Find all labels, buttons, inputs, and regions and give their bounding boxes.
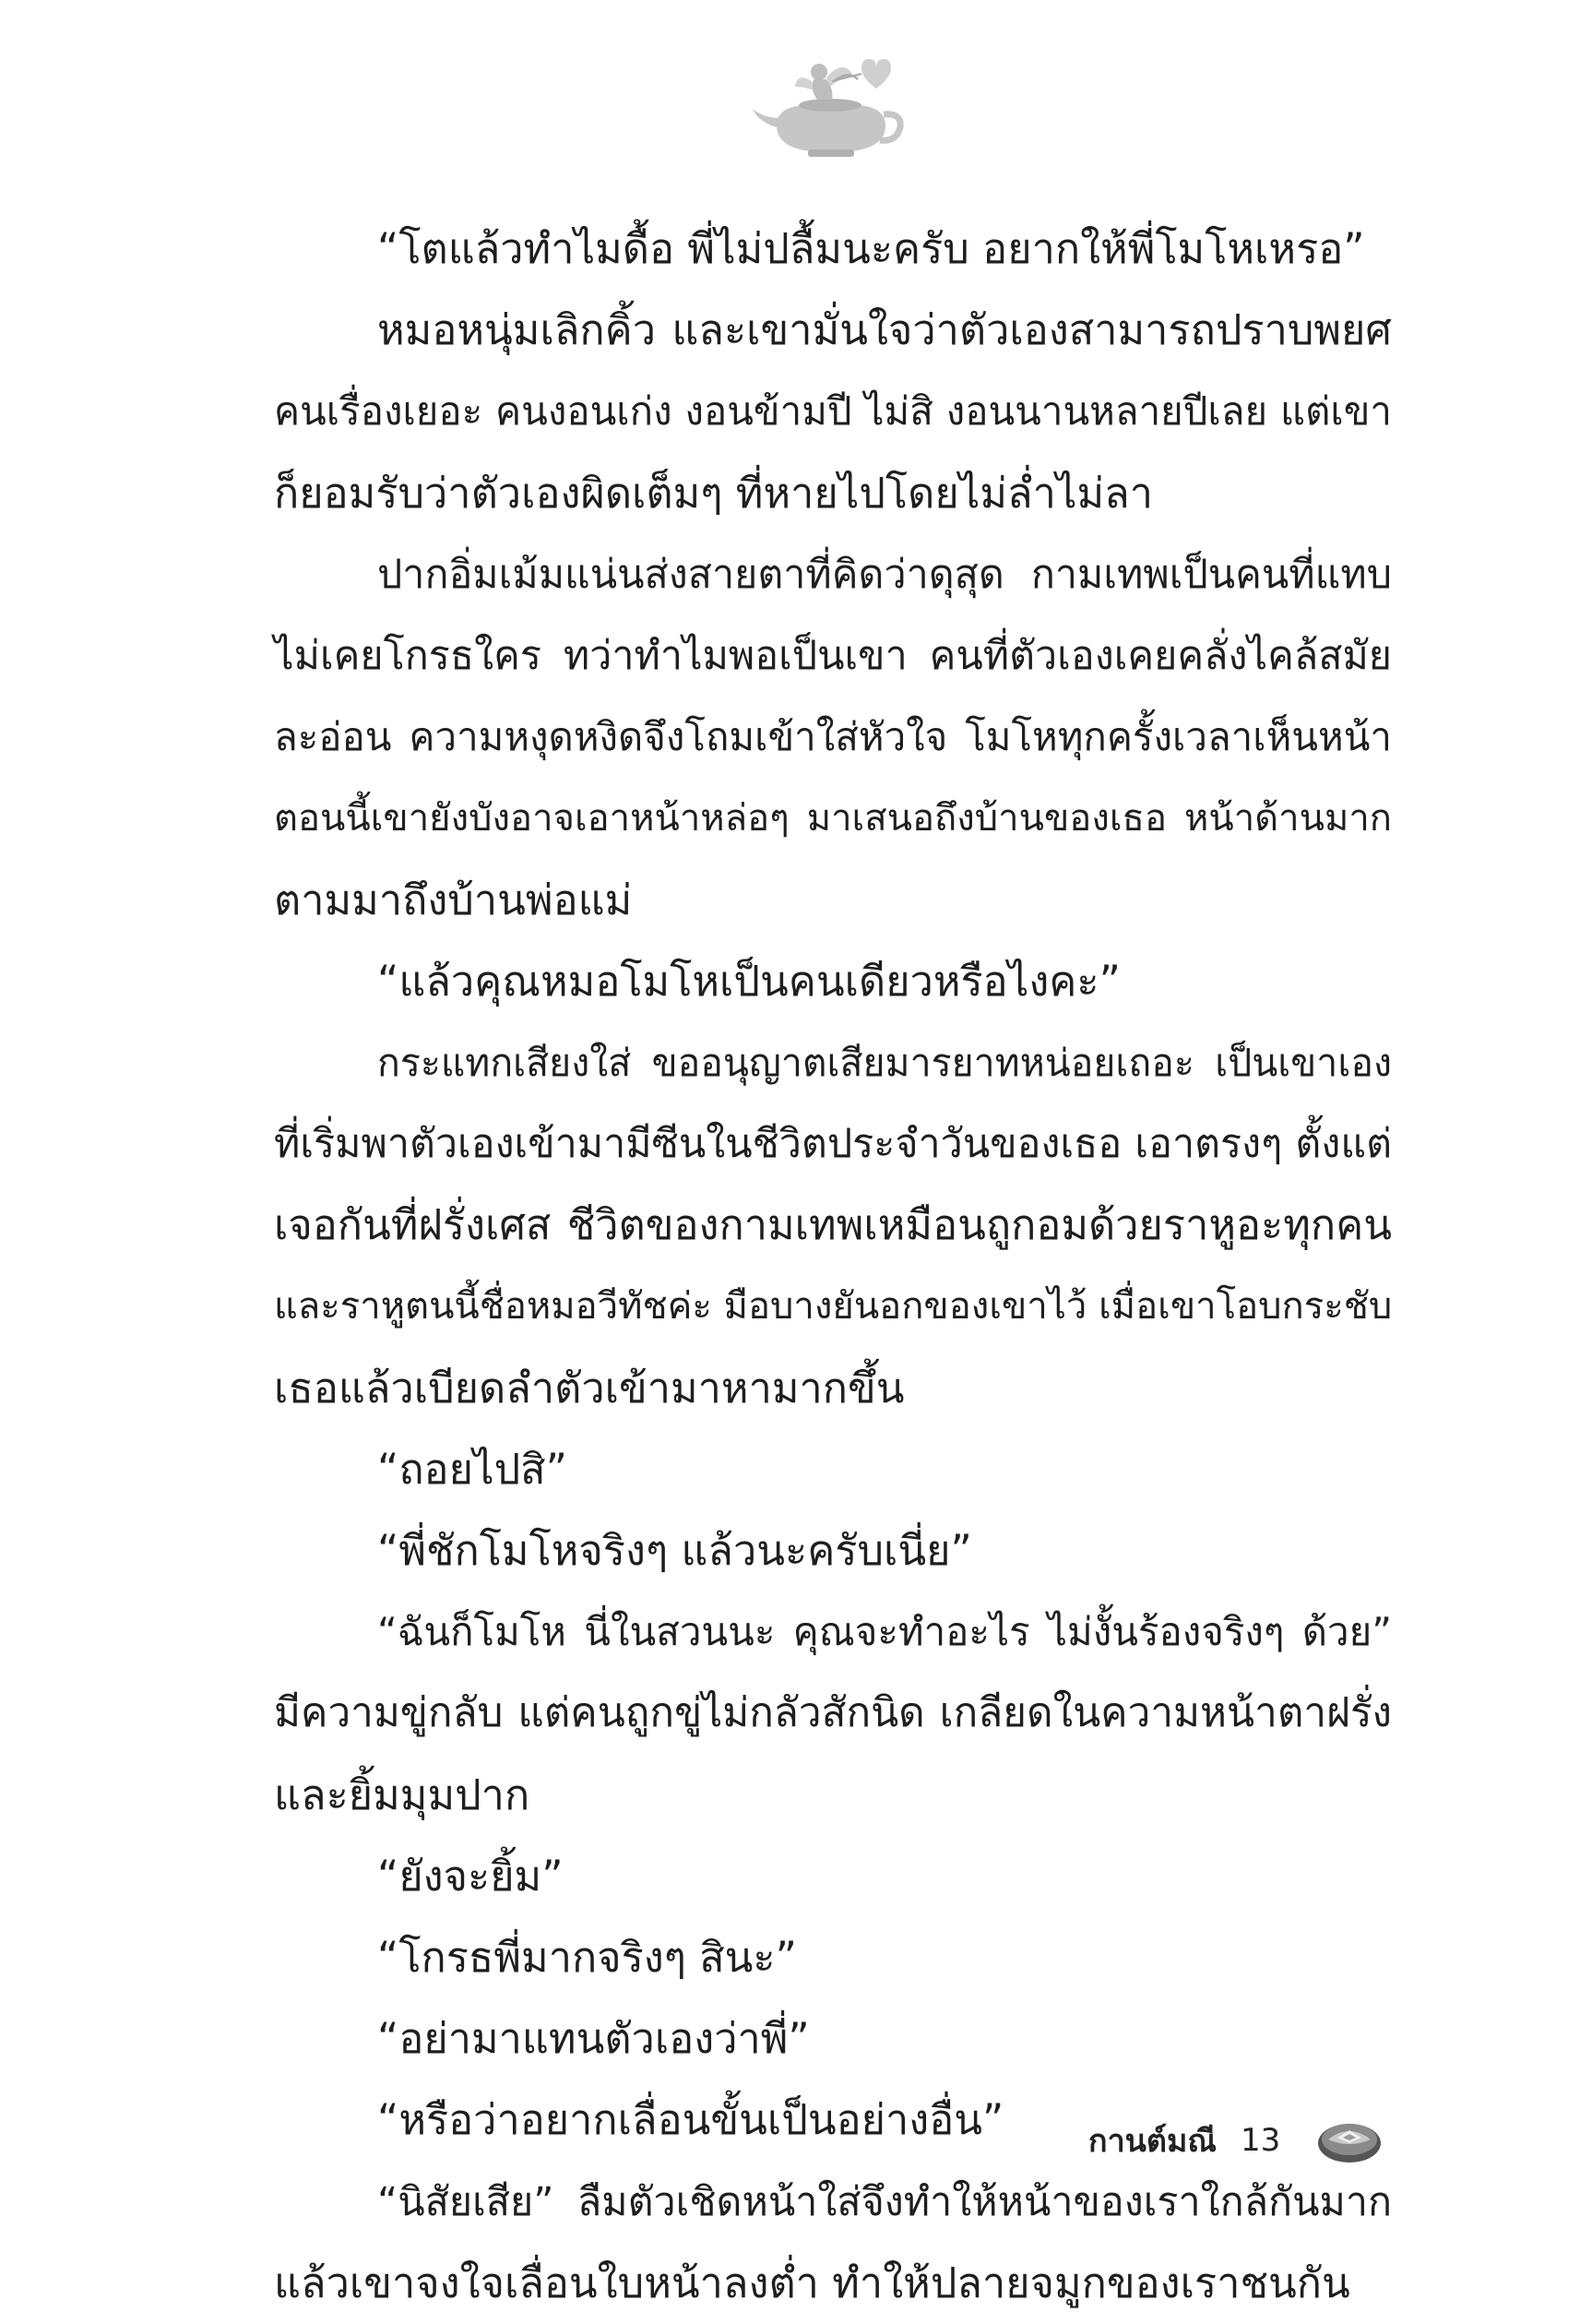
text-line: คนเรื่องเยอะ คนงอนเก่ง งอนข้ามปี ไม่สิ งอนนานหลายปีเลย แต่เขา — [274, 388, 1392, 435]
text-line: “หรือว่าอยากเลื่อนขั้นเป็นอย่างอื่น” — [377, 2095, 1004, 2145]
text-line: “ฉันก็โมโห นี่ในสวนนะ คุณจะทำอะไร ไม่งั้นร้องจริงๆ ด้วย” — [377, 1609, 1392, 1655]
text-line: ก็ยอมรับว่าตัวเองผิดเต็มๆ ที่หายไปโดยไม่ล่ำไม่ลา — [274, 468, 1153, 518]
text-line: “นิสัยเสีย” ลืมตัวเชิดหน้าใส่จึงทำให้หน้าของเราใกล้กันมาก — [377, 2178, 1392, 2225]
text-line: ละอ่อน ความหงุดหงิดจึงโถมเข้าใส่หัวใจ โมโหทุกครั้งเวลาเห็นหน้า — [274, 714, 1392, 760]
text-line: และยิ้มมุมปาก — [274, 1770, 530, 1819]
text-line: “ถอยไปสิ” — [377, 1444, 567, 1494]
gem-icon — [1315, 2115, 1384, 2165]
author-name: กานต์มณี — [1088, 2123, 1217, 2160]
page-footer — [1088, 2108, 1384, 2173]
text-line: ที่เริ่มพาตัวเองเข้ามามีซีนในชีวิตประจำวันของเธอ เอาตรงๆ ตั้งแต่ — [274, 1121, 1392, 1168]
text-line: ปากอิ่มเม้มแน่นส่งสายตาที่คิดว่าดุสุด กามเทพเป็นคนที่แทบ — [377, 551, 1392, 598]
text-line: “แล้วคุณหมอโมโหเป็นคนเดียวหรือไงคะ” — [377, 956, 1121, 1006]
text-line: “โกรธพี่มากจริงๆ สินะ” — [377, 1932, 797, 1982]
text-line: มีความขู่กลับ แต่คนถูกขู่ไม่กลัวสักนิด เกลียดในความหน้าตาฝรั่ง — [274, 1689, 1392, 1737]
text-line: ตอนนี้เขายังบังอาจเอาหน้าหล่อๆ มาเสนอถึงบ้านของเธอ หน้าด้านมาก — [274, 797, 1392, 840]
cupid-teapot-logo-icon — [749, 54, 906, 162]
text-line: “พี่ชักโมโหจริงๆ แล้วนะครับเนี่ย” — [377, 1526, 972, 1575]
text-line: “อย่ามาแทนตัวเองว่าพี่” — [377, 2014, 810, 2064]
text-line: หมอหนุ่มเลิกคิ้ว และเขามั่นใจว่าตัวเองสามารถปราบพยศ — [377, 305, 1392, 355]
story-text — [274, 209, 1392, 2324]
text-line: ไม่เคยโกรธใคร ทว่าทำไมพอเป็นเขา คนที่ตัวเองเคยคลั่งไคล้สมัย — [274, 632, 1392, 679]
text-line: ตามมาถึงบ้านพ่อแม่ — [274, 875, 633, 924]
text-line: เจอกันที่ฝรั่งเศส ชีวิตของกามเทพเหมือนถูกอมด้วยราหูอะทุกคน — [274, 1200, 1392, 1250]
text-line: และราหูตนนี้ชื่อหมอวีทัชค่ะ มือบางยันอกของเขาไว้ เมื่อเขาโอบกระชับ — [274, 1285, 1393, 1329]
text-line: กระแทกเสียงใส่ ขออนุญาตเสียมารยาทหน่อยเถอะ เป็นเขาเอง — [377, 1040, 1392, 1085]
page-number: 13 — [1240, 2122, 1281, 2159]
text-line: แล้วเขาจงใจเลื่อนใบหน้าลงต่ำ ทำให้ปลายจมูกของเราชนกัน — [274, 2258, 1350, 2307]
text-line: “โตแล้วทำไมดื้อ พี่ไม่ปลื้มนะครับ อยากให้พี่โมโหเหรอ” — [377, 224, 1365, 273]
text-line: เธอแล้วเบียดลำตัวเข้ามาหามากขึ้น — [274, 1363, 905, 1412]
text-line: “ยังจะยิ้ม” — [377, 1851, 564, 1901]
